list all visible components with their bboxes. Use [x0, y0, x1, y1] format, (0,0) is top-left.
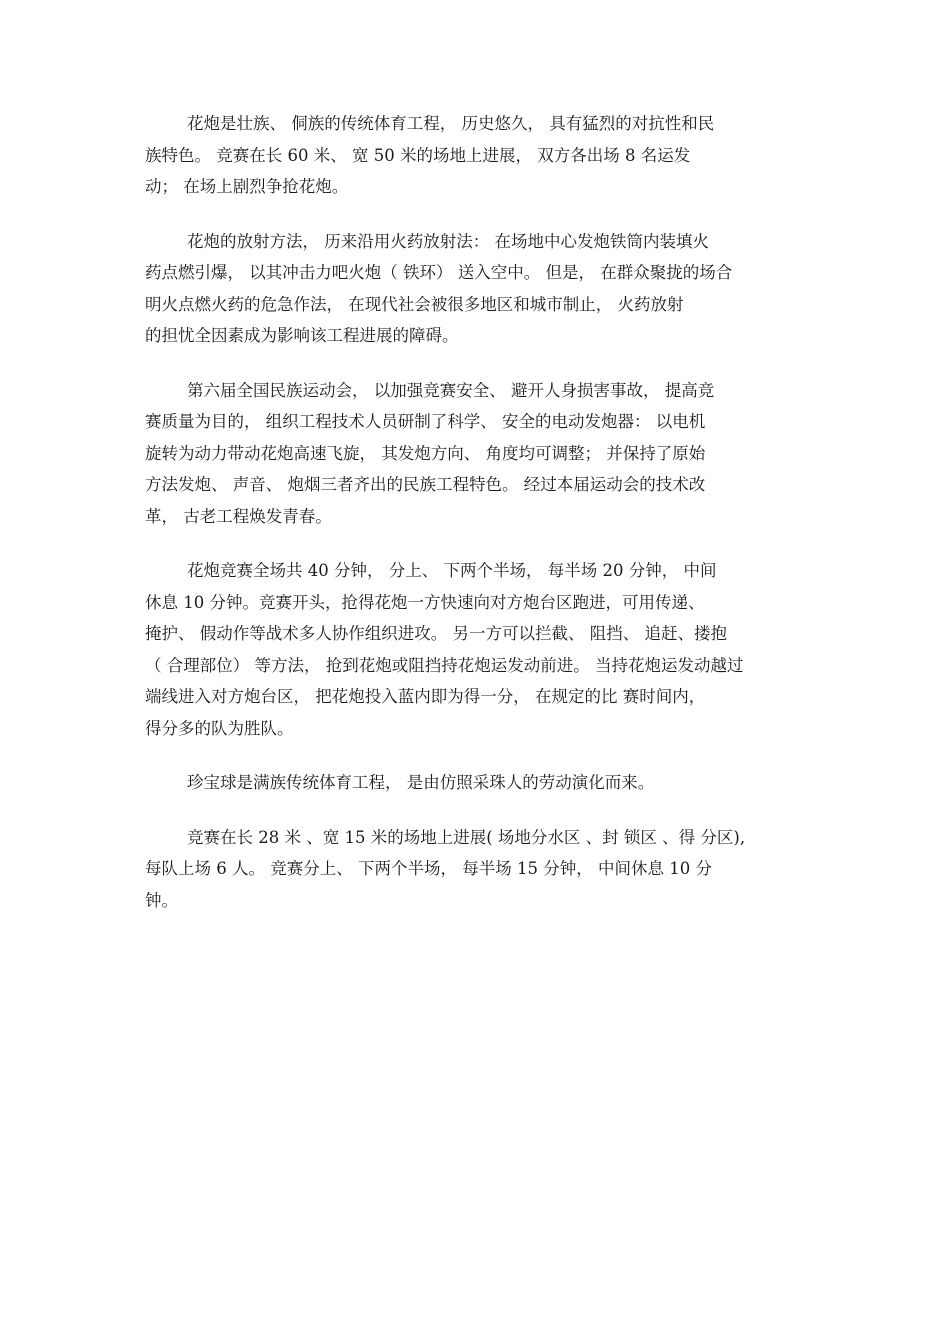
- text-line: 动； 在场上剧烈争抢花炮。: [145, 177, 349, 196]
- text-line: 竞赛在长 28 米 、宽 15 米的场地上进展( 场地分水区 、封 锁区 、得 分区),: [187, 827, 746, 847]
- paragraph-match-rules: [145, 555, 815, 744]
- text-line: 端线进入对方炮台区， 把花炮投入蓝内即为得一分， 在规定的比 赛时间内，: [145, 687, 706, 706]
- text-line: 药点燃引爆， 以其冲击力吧火炮（ 铁环） 送入空中。 但是， 在群众聚拢的场合: [145, 263, 733, 282]
- text-line: 每队上场 6 人。 竞赛分上、 下两个半场， 每半场 15 分钟， 中间休息 10 分: [145, 859, 712, 878]
- paragraph-huapao-intro: [145, 108, 815, 203]
- document-body: [145, 108, 815, 939]
- text-line: 旋转为动力带动花炮高速飞旋， 其发炮方向、 角度均可调整； 并保持了原始: [145, 443, 706, 463]
- paragraph-electric-launcher: [145, 375, 815, 533]
- text-line: （ 合理部位） 等方法， 抢到花炮或阻挡持花炮运发动前进。 当持花炮运发动越过: [145, 655, 744, 675]
- text-line: 钟。: [145, 890, 178, 910]
- text-line: 明火点燃火药的危急作法， 在现代社会被很多地区和城市制止， 火药放射: [145, 294, 684, 314]
- text-line: 花炮竞赛全场共 40 分钟， 分上、 下两个半场， 每半场 20 分钟， 中间: [187, 561, 717, 580]
- text-line: 方法发炮、 声音、 炮烟三者齐出的民族工程特色。 经过本届运动会的技术改: [145, 475, 706, 494]
- text-line: 花炮的放射方法， 历来沿用火药放射法： 在场地中心发炮铁筒内装填火: [187, 231, 709, 251]
- text-line: 珍宝球是满族传统体育工程， 是由仿照采珠人的劳动演化而来。: [187, 773, 655, 792]
- text-line: 的担忧全因素成为影响该工程进展的障碍。: [145, 326, 459, 345]
- text-line: 赛质量为目的， 组织工程技术人员研制了科学、 安全的电动发炮器： 以电机: [145, 412, 706, 431]
- text-line: 族特色。 竞赛在长 60 米、 宽 50 米的场地上进展， 双方各出场 8 名运发: [145, 145, 691, 165]
- text-line: 掩护、 假动作等战术多人协作组织进攻。 另一方可以拦截、 阻挡、 追赶、搂抱: [145, 624, 727, 643]
- paragraph-zhenbaoqiu-rules: [145, 822, 815, 917]
- text-line: 第六届全国民族运动会， 以加强竞赛安全、 避开人身损害事故， 提高竞: [187, 380, 715, 400]
- text-line: 休息 10 分钟。竞赛开头，抢得花炮一方快速向对方炮台区跑进，可用传递、: [145, 592, 705, 612]
- paragraph-zhenbaoqiu-intro: [145, 767, 815, 799]
- paragraph-launch-method: [145, 226, 815, 352]
- text-line: 得分多的队为胜队。: [145, 718, 294, 738]
- text-line: 花炮是壮族、 侗族的传统体育工程， 历史悠久， 具有猛烈的对抗性和民: [187, 114, 715, 133]
- text-line: 革， 古老工程焕发青春。: [145, 506, 332, 526]
